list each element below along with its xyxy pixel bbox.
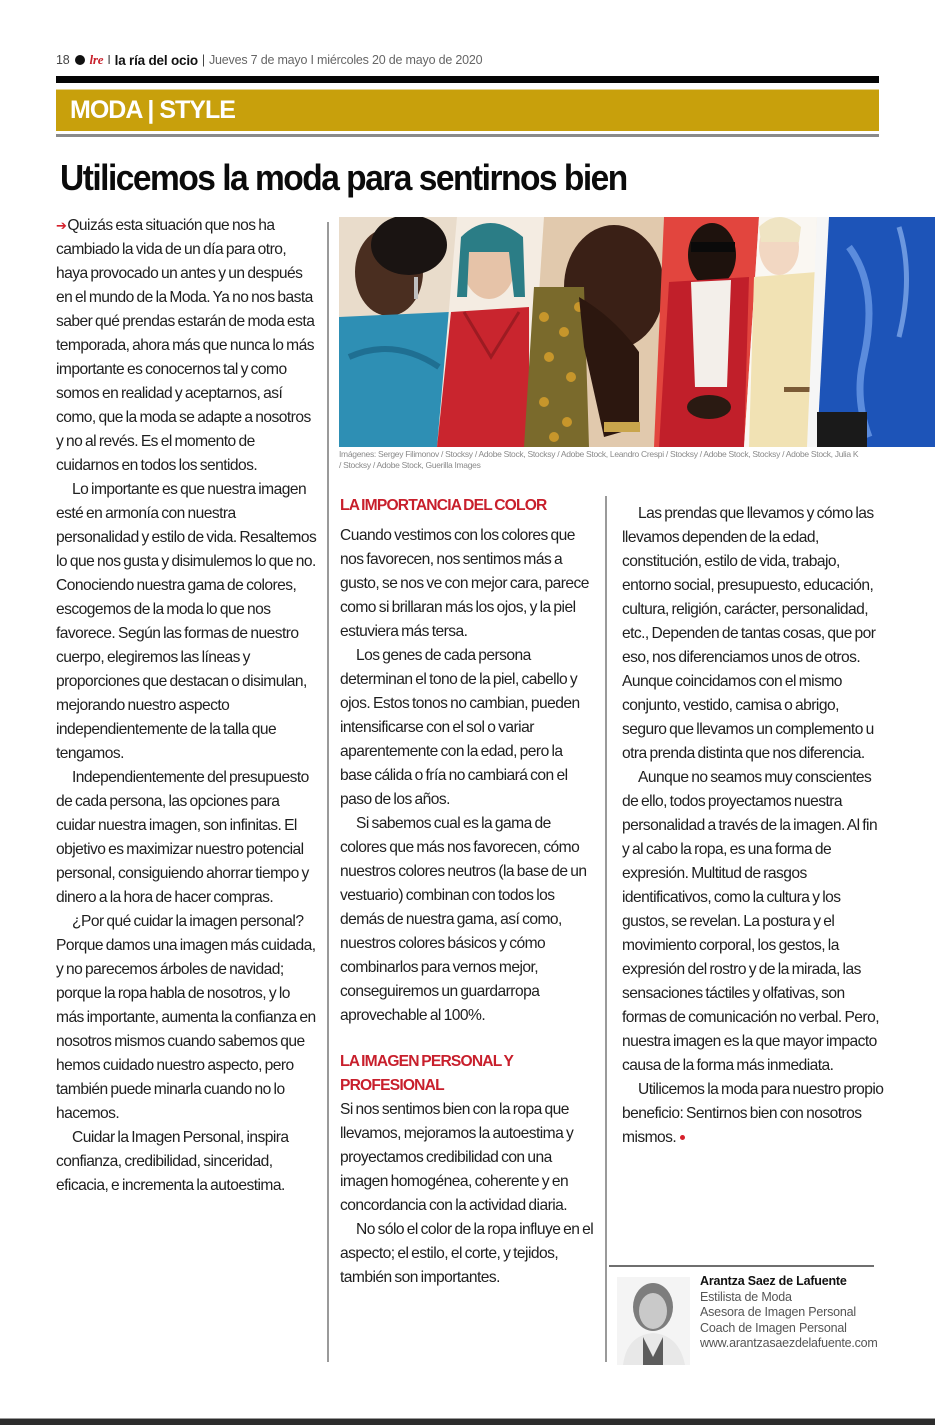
publication-logo: lre: [89, 52, 104, 67]
body-paragraph: Lo importante es que nuestra imagen esté en armonía con nuestra personalidad y estilo de vida. Resaltemos lo que nos gusta y disimulemos lo que no. Conociendo nuestra gama de colores, escogemos de la moda lo que nos favorece. Según las formas de nuestro cuerpo, elegiremos las líneas y proporciones que destacan o disimulan, mejorando nuestro aspecto independientemente de la talla que tengamos.: [56, 481, 317, 762]
arrow-right-icon: ➔: [56, 218, 67, 233]
top-rule: [56, 76, 879, 83]
author-website[interactable]: www.arantzasaezdelafuente.com: [700, 1336, 878, 1350]
author-photo: [617, 1277, 690, 1365]
section-name: la ría del ocio: [114, 52, 198, 68]
fashion-photo-collage: [339, 217, 935, 447]
subheading-color: LA IMPORTANCIA DEL COLOR: [340, 497, 547, 514]
body-paragraph: Si nos sentimos bien con la ropa que llevamos, mejoramos la autoestima y proyectamos credibilidad con una imagen homogénea, coherente y en concordancia con la actividad diaria.: [340, 1101, 574, 1214]
photo-credit: Imágenes: Sergey Filimonov / Stocksy / Adobe Stock, Stocksy / Adobe Stock, Leandro Crespi / Stocksy / Adobe Stock, Stocksy / Adobe Stock, Julia K / Stocksy / Adobe Stock, Guerilla Images: [339, 449, 859, 470]
end-of-article-icon: [680, 1135, 685, 1140]
headline: Utilicemos la moda para sentirnos bien: [60, 157, 627, 198]
body-paragraph: Independientemente del presupuesto de cada persona, las opciones para cuidar nuestra imagen, son infinitas. El objetivo es maximizar nuestro potencial personal, consiguiendo ahorrar tiempo y dinero a la hora de hacer compras.: [56, 769, 309, 906]
author-role: Coach de Imagen Personal: [700, 1320, 847, 1335]
section-band-label: MODA | STYLE: [70, 96, 235, 124]
bottom-bar: [0, 1418, 935, 1425]
page-folio: [56, 51, 482, 69]
page-number: 18: [56, 53, 70, 67]
band-rule: [56, 134, 879, 137]
photo-illustration: [339, 217, 935, 447]
body-paragraph: Si sabemos cual es la gama de colores que más nos favorecen, cómo nuestros colores neutros (la base de un vestuario) combinan con todos los demás de nuestra gama, así como, nuestros colores básicos y cómo combinarlos para vernos mejor, conseguiremos un guardarropa aprovechable al 100%.: [340, 815, 587, 1024]
author-box-rule: [609, 1265, 874, 1267]
subheading-personal-image: LA IMAGEN PERSONAL Y PROFESIONAL: [340, 1053, 513, 1094]
body-paragraph: Cuidar la Imagen Personal, inspira confianza, credibilidad, sinceridad, eficacia, e incrementa la autoestima.: [56, 1129, 289, 1194]
body-paragraph: Los genes de cada persona determinan el tono de la piel, cabello y ojos. Estos tonos no cambian, pueden intensificarse con el sol o variar aparentemente con la edad, pero la base cálida o fría no cambiará con el paso de los años.: [340, 647, 580, 808]
author-portrait-illustration: [617, 1277, 690, 1365]
bullet-icon: [75, 55, 85, 65]
author-role: Asesora de Imagen Personal: [700, 1305, 857, 1319]
lead-paragraph: ➔Quizás esta situación que nos ha cambiado la vida de un día para otro, haya provocado un antes y un después en el mundo de la Moda. Ya no nos basta saber qué prendas estarán de moda esta temporada, ahora más que nunca lo más importante es conocernos tal y como somos en realidad y aceptarnos, así como, que la moda se adapte a nosotros y no al revés. Es el momento de cuidarnos en todos los sentidos.: [56, 217, 315, 474]
column-divider: [605, 496, 607, 1362]
article-column-3: [622, 502, 884, 1150]
article-column-2: [340, 494, 596, 1290]
section-band: [56, 89, 879, 131]
separator: |: [201, 53, 205, 67]
body-paragraph: ¿Por qué cuidar la imagen personal? Porque damos una imagen más cuidada, y no parecemos árboles de navidad; porque la ropa habla de nosotros, y lo más importante, aumenta la confianza en nosotros mismos cuando sabemos que hemos cuidado nuestro aspecto, pero también puede minarla cuando no lo hacemos.: [56, 913, 316, 1122]
author-name: Arantza Saez de Lafuente: [700, 1274, 847, 1288]
separator: I: [107, 53, 111, 67]
author-role: Estilista de Moda: [700, 1289, 792, 1304]
issue-date: Jueves 7 de mayo I miércoles 20 de mayo de 2020: [208, 53, 483, 67]
column-divider: [327, 222, 329, 1362]
body-paragraph: No sólo el color de la ropa influye en el aspecto; el estilo, el corte, y tejidos, también son importantes.: [340, 1221, 594, 1286]
closing-paragraph: Utilicemos la moda para nuestro propio beneficio: Sentirnos bien con nosotros mismos.: [622, 1081, 884, 1146]
body-paragraph: Aunque no seamos muy conscientes de ello, todos proyectamos nuestra personalidad a través de la imagen. Al fin y al cabo la ropa, es una forma de expresión. Multitud de rasgos identificativos, como la cultura y los gustos, se revelan. La postura y el movimiento corporal, los gestos, la expresión del rostro y de la mirada, las sensaciones táctiles y olfativas, son formas de comunicación no verbal. Pero, nuestra imagen es la que mayor impacto causa de la forma más inmediata.: [622, 769, 879, 1074]
author-bio: [700, 1274, 878, 1352]
body-paragraph: Las prendas que llevamos y cómo las llevamos dependen de la edad, constitución, estilo de vida, trabajo, entorno social, presupuesto, educación, cultura, religión, carácter, personalidad, etc., Dependen de tantas cosas, que por eso, nos diferenciamos unos de otros. Aunque coincidamos con el mismo conjunto, vestido, camisa o abrigo, seguro que llevamos un complemento u otra prenda distinta que nos diferencia.: [622, 505, 876, 762]
article-column-1: [56, 214, 318, 1198]
body-paragraph: Cuando vestimos con los colores que nos favorecen, nos sentimos más a gusto, se nos ve con mejor cara, parece como si brillaran más los ojos, y la piel estuviera más tersa.: [340, 527, 589, 640]
